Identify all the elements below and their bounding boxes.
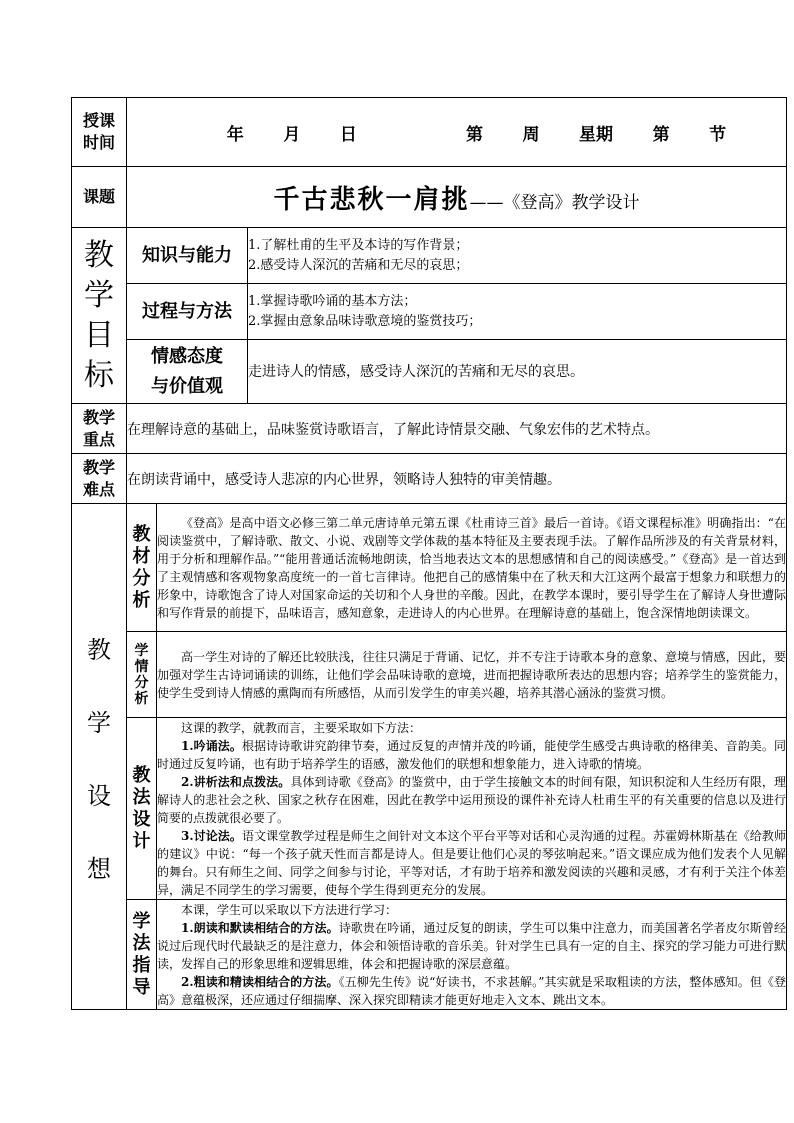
learning-lead: 1.朗读和默读相结合的方法。 [181, 920, 339, 935]
method-text: 具体到诗歌《登高》的鉴赏中，由于学生接触文本的时间有限，知识积淀和人生经历有限，理解诗人的悲社会之秋、国家之秋存在困难，因此在教学中运用预设的课件补充诗人杜甫生平的有关重要的信息以及进行简要的点拨就很必要了。 [157, 774, 786, 825]
date-week: 周 [522, 124, 540, 145]
goal-process-label: 过程与方法 [127, 284, 248, 340]
method-item [157, 827, 786, 899]
key-point-label-cell [72, 404, 127, 454]
learning-lead: 2.粗读和精读相结合的方法。 [181, 974, 339, 989]
method-lead: 3.讨论法。 [181, 828, 242, 843]
goal-process-text [248, 284, 787, 340]
methods-intro: 这课的教学，就教而言，主要采取如下方法： [181, 720, 422, 735]
lesson-subtitle: ——《登高》教学设计 [469, 192, 640, 213]
method-text: 根据诗诗歌讲究韵律节奏，通过反复的声情并茂的吟诵，能使学生感受古典诗歌的格律美、音韵美。同时通过反复吟诵，也有助于培养学生的语感，激发他们的联想和想象能力，进入诗歌的情境。 [157, 738, 786, 771]
methods-label: 教 法 设 计 [127, 718, 157, 900]
date-year: 年 [226, 124, 244, 145]
textbook-label: 教 材 分 析 [127, 504, 157, 632]
learning-text: 《五柳先生传》说“好读书，不求甚解。”其实就是采取粗读的方法，整体感知。但《登高》意蕴极深，还应通过仔细揣摩、深入探究即精读才能更好地走入文本、跳出文本。 [157, 974, 787, 1007]
date-cell [127, 98, 787, 167]
students-label: 学 情 分 析 [127, 632, 157, 718]
difficulty-label-cell [72, 454, 127, 504]
date-fields [127, 120, 786, 145]
goal-knowledge-line-2: 2.感受诗人深沉的苦痛和无尽的哀思； [248, 257, 469, 273]
method-text: 语文课堂教学过程是师生之间针对文本这个平台平等对话和心灵沟通的过程。苏霍姆林斯基在《给教师的建议》中说：“每一个孩子就天性而言都是诗人。但是要让他们心灵的琴弦响起来。”语文课应成为他们发表个人见解的舞台。只有师生之间、同学之间参与讨论，平等对话，才有助于培养和激发阅读的兴趣和灵感，才有利于关注个体差异，满足不同学生的学习需要，使每个学生得到更充分的发展。 [157, 828, 786, 897]
goals-label-4: 标 [84, 357, 114, 393]
learning-intro: 本课，学生可以采取以下方法进行学习： [181, 902, 398, 917]
students-analysis [157, 632, 787, 718]
goals-label-2: 学 [84, 277, 114, 313]
date-weekday: 星期 [579, 124, 614, 145]
learning-label: 学 法 指 导 [127, 900, 157, 1010]
difficulty-text: 在朗读背诵中，感受诗人悲凉的内心世界，领略诗人独特的审美情趣。 [127, 454, 787, 504]
method-item [157, 773, 786, 827]
key-point-label: 教学重点 [82, 407, 115, 449]
date-period-prefix: 第 [652, 124, 670, 145]
design-label-cell [72, 504, 127, 1010]
date-month: 月 [283, 124, 301, 145]
learning-guidance [157, 900, 787, 1010]
lesson-title: 千古悲秋一肩挑 [273, 184, 470, 215]
goals-label-cell [72, 228, 127, 404]
textbook-text: 《登高》是高中语文必修三第二单元唐诗单元第五课《杜甫诗三首》最后一首诗。《语文课程标准》明确指出：“在阅读鉴赏中，了解诗歌、散文、小说、戏剧等文学体裁的基本特征及主要表现手法。了解作品所涉及的有关背景材料，用于分析和理解作品。”“能用普通话流畅地朗读，恰当地表达文本的思想感情和自己的阅读感受。”《登高》是一首达到了主观情感和客观物象高度统一的一首七言律诗。他把自己的感情集中在了秋天和大江这两个最富于想象力和联想力的形象中，诗歌饱含了诗人对国家命运的关切和个人身世的辛酸。因此，在教学本课时，要引导学生在了解诗人身世遭际和写作背景的前提下，品味语言，感知意象，走进诗人的内心世界。在理解诗意的基础上，饱含深情地朗读课文。 [157, 515, 786, 620]
goals-label-1: 教 [84, 237, 114, 273]
method-item [157, 737, 786, 773]
textbook-analysis [157, 504, 787, 632]
topic-label-cell [72, 167, 127, 228]
design-label-2: 学 [87, 708, 111, 737]
time-label: 授课时间 [82, 111, 115, 152]
goal-emotion-label-1: 情感态度 [151, 345, 223, 367]
date-day: 日 [339, 124, 357, 145]
design-label-1: 教 [87, 635, 111, 664]
goal-emotion-label [127, 340, 248, 404]
goals-label-3: 目 [84, 317, 114, 353]
goal-emotion-text: 走进诗人的情感，感受诗人深沉的苦痛和无尽的哀思。 [248, 340, 787, 404]
goal-process-line-1: 1.掌握诗歌吟诵的基本方法； [248, 293, 417, 309]
date-week-prefix: 第 [465, 124, 483, 145]
goal-knowledge-text [248, 228, 787, 284]
students-text: 高一学生对诗的了解还比较肤浅，往往只满足于背诵、记忆，并不专注于诗歌本身的意象、意境与情感，因此，要加强对学生古诗词诵读的训练，让他们学会品味诗歌的意境，进而把握诗歌所表达的思想内容；培养学生的鉴赏能力，使学生受到诗人情感的熏陶而有所感悟，从而引发学生的审美兴趣，培养其潜心涵泳的鉴赏习惯。 [157, 649, 786, 700]
learning-item [157, 919, 786, 973]
method-lead: 1.吟诵法。 [181, 738, 242, 753]
method-lead: 2.讲析法和点拨法。 [181, 774, 291, 789]
learning-text: 诗歌贵在吟诵，通过反复的朗读，学生可以集中注意力，而美国著名学者皮尔斯曾经说过后现代时代最缺乏的是注意力，体会和领悟诗歌的音乐美。针对学生已具有一定的自主、探究的学习能力可进行默读，发挥自己的形象思维和逻辑思维，体会和把握诗歌的深层意蕴。 [157, 920, 786, 971]
teaching-methods [157, 718, 787, 900]
design-label-3: 设 [87, 781, 111, 810]
goal-process-line-2: 2.掌握由意象品味诗歌意境的鉴赏技巧； [248, 313, 482, 329]
title-cell [127, 167, 787, 228]
lesson-plan-table [71, 97, 787, 1010]
time-label-cell [72, 98, 127, 167]
key-point-text: 在理解诗意的基础上，品味鉴赏诗歌语言，了解此诗情景交融、气象宏伟的艺术特点。 [127, 404, 787, 454]
difficulty-label: 教学难点 [82, 457, 115, 499]
learning-item [157, 973, 786, 1009]
goal-emotion-label-2: 与价值观 [151, 375, 223, 397]
date-period: 节 [709, 124, 727, 145]
topic-label: 课题 [82, 187, 115, 206]
design-label-4: 想 [87, 854, 111, 883]
goal-knowledge-label: 知识与能力 [127, 228, 248, 284]
goal-knowledge-line-1: 1.了解杜甫的生平及本诗的写作背景； [248, 237, 469, 253]
